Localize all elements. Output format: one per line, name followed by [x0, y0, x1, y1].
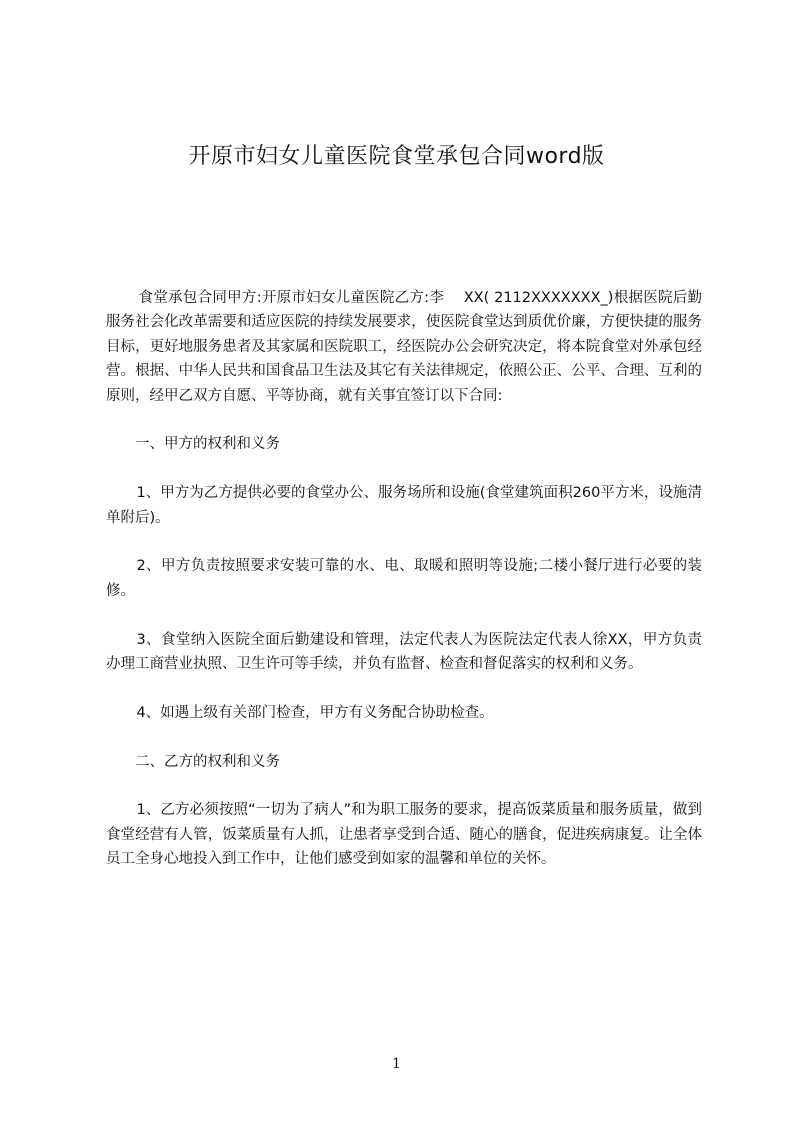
paragraph-spacer [106, 774, 702, 798]
document-body [106, 286, 702, 872]
paragraph-spacer [106, 457, 702, 481]
party-a-clause-3: 3、食堂纳入医院全面后勤建设和管理，法定代表人为医院法定代表人徐XX，甲方负责办理工商营业执照、卫生许可等手续，并负有监督、检查和督促落实的权利和义务。 [106, 631, 702, 673]
party-b-clause-1: 1、乙方必须按照“一切为了病人”和为职工服务的要求，提高饭菜质量和服务质量，做到食堂经营有人管，饭菜质量有人抓，让患者享受到合适、随心的膳食，促进疾病康复。让全体员工全身心地投入到工作中，让他们感受到如家的温馨和单位的关怀。 [106, 802, 702, 868]
party-a-clause-2: 2、甲方负责按照要求安装可靠的水、电、取暖和照明等设施;二楼小餐厅进行必要的装修。 [106, 558, 702, 599]
page-number: 1 [392, 1056, 401, 1072]
intro-paragraph: 食堂承包合同甲方:开原市妇女儿童医院乙方:李 XX( 2112XXXXXXX_)根据医院后勤服务社会化改革需要和适应医院的持续发展要求，使医院食堂达到质优价廉，方便快捷的服务目标，更好地服务患者及其家属和医院职工，经医院办公会研究决定，将本院食堂对外承包经营。根据、中华人民共和国食品卫生法及其它有关法律规定，依照公正、公平、合理、互利的原则，经甲乙双方自愿、平等协商，就有关事宜签订以下合同: [106, 290, 702, 404]
paragraph-spacer [106, 530, 702, 554]
paragraph-spacer [106, 676, 702, 700]
paragraph-spacer [106, 603, 702, 627]
paragraph-spacer [106, 408, 702, 432]
party-a-clause-4: 4、如遇上级有关部门检查，甲方有义务配合协助检查。 [136, 704, 494, 721]
paragraph-spacer [106, 725, 702, 749]
document-title: 开原市妇女儿童医院食堂承包合同word版 [188, 144, 605, 169]
section-heading-party-b: 二、乙方的权利和义务 [135, 753, 280, 770]
section-heading-party-a: 一、甲方的权利和义务 [135, 436, 280, 453]
party-a-clause-1: 1、甲方为乙方提供必要的食堂办公、服务场所和设施(食堂建筑面积260平方米，设施清单附后)。 [106, 485, 702, 526]
